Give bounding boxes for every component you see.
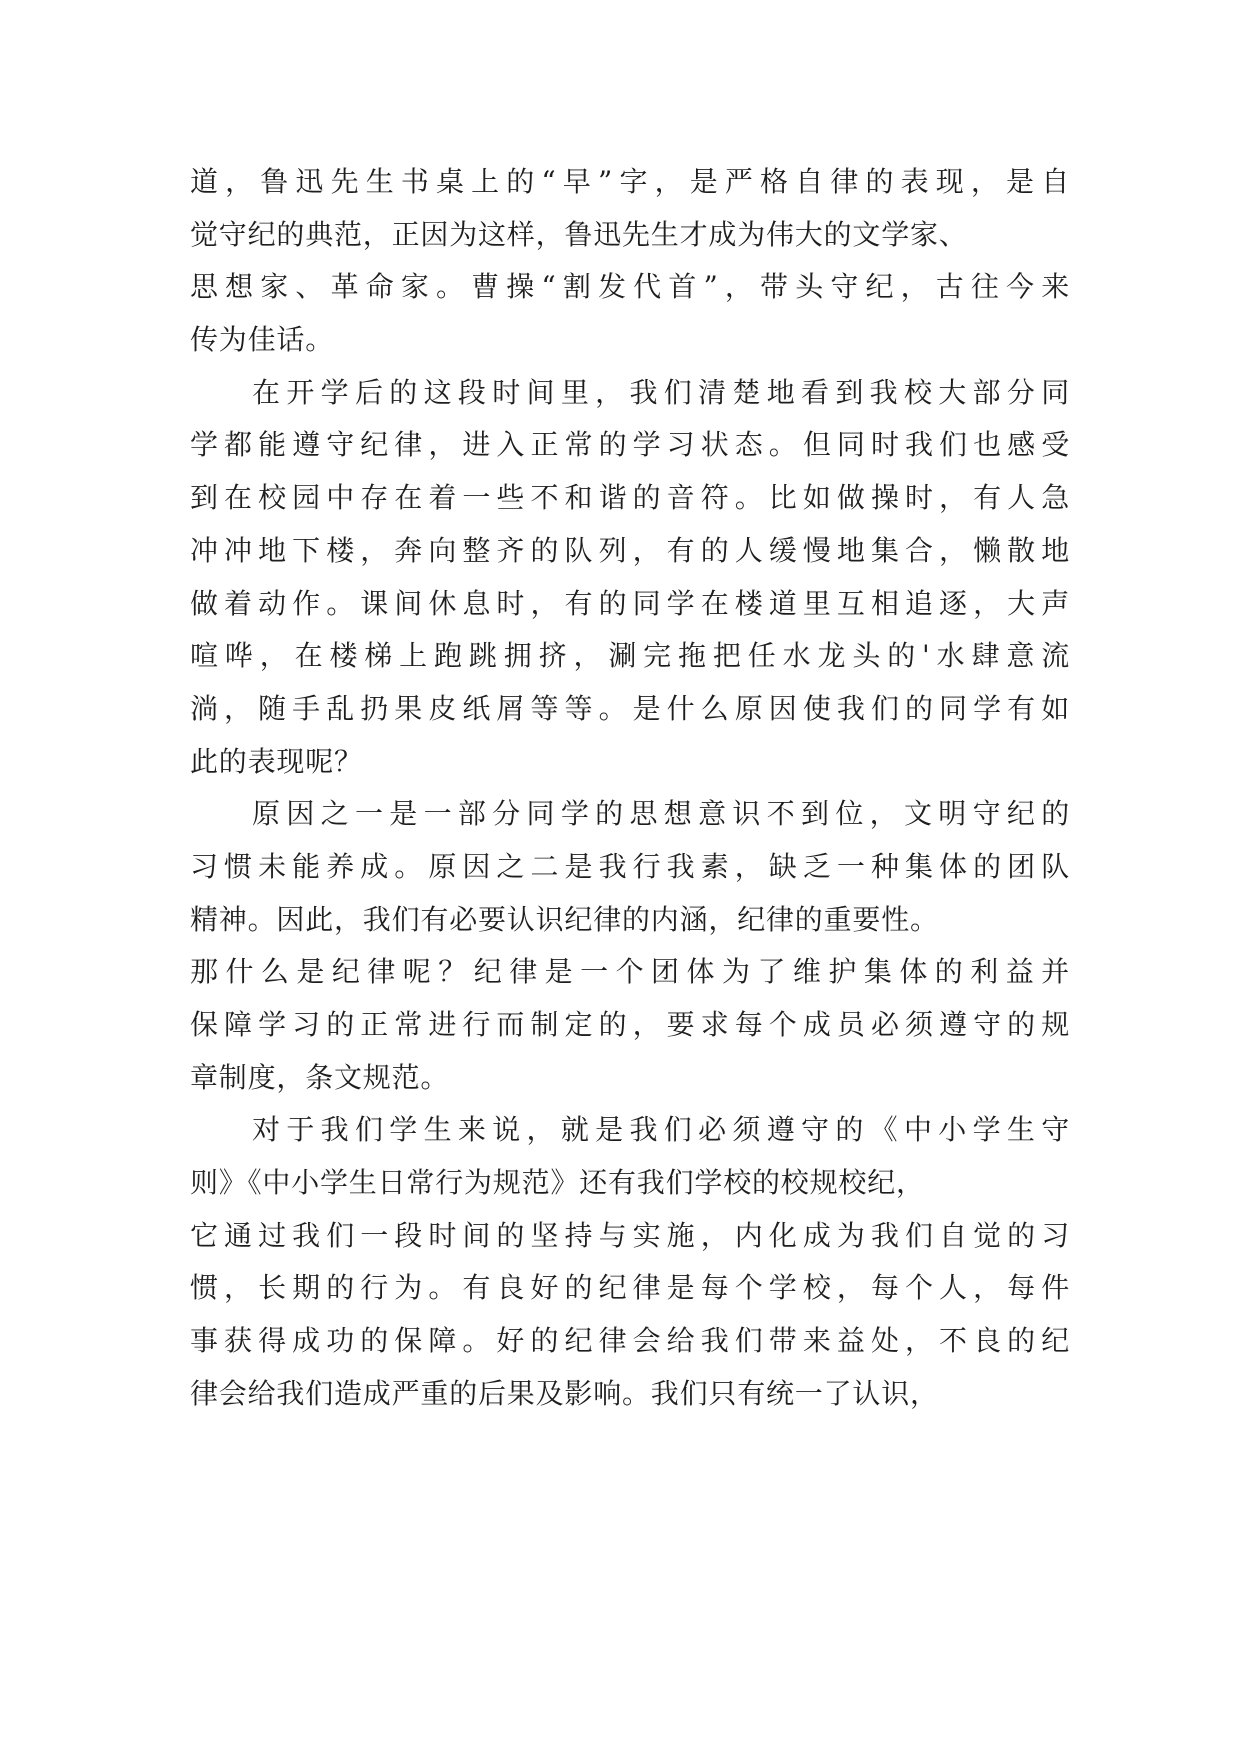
body-text (190, 156, 1070, 1421)
text-line: 精神。因此，我们有必要认识纪律的内涵，纪律的重要性。 (190, 902, 939, 936)
text-line: 惯，长期的行为。有良好的纪律是每个学校，每个人，每件 (190, 1271, 1070, 1305)
paragraph (190, 1104, 1070, 1420)
text-line: 原因之一是一部分同学的思想意识不到位，文明守纪的 (252, 797, 1070, 831)
paragraph (190, 788, 1070, 1104)
text-line: 它通过我们一段时间的坚持与实施，内化成为我们自觉的习 (190, 1218, 1070, 1252)
text-line: 淌，随手乱扔果皮纸屑等等。是什么原因使我们的同学有如 (190, 691, 1070, 725)
text-line: 章制度，条文规范。 (190, 1060, 450, 1094)
text-line: 此的表现呢？ (190, 744, 363, 778)
text-line: 道，鲁迅先生书桌上的“早”字，是严格自律的表现，是自 (190, 165, 1070, 198)
text-line: 学都能遵守纪律，进入正常的学习状态。但同时我们也感受 (190, 428, 1070, 462)
text-line: 律会给我们造成严重的后果及影响。我们只有统一了认识， (190, 1376, 939, 1410)
paragraph (190, 156, 1070, 367)
text-line: 思想家、革命家。曹操“割发代首”，带头守纪，古往今来 (190, 270, 1070, 304)
text-line: 传为佳话。 (190, 323, 335, 357)
text-line: 到在校园中存在着一些不和谐的音符。比如做操时，有人急 (190, 481, 1070, 515)
paragraph (190, 367, 1070, 789)
text-line: 习惯未能养成。原因之二是我行我素，缺乏一种集体的团队 (190, 849, 1070, 883)
text-line: 那什么是纪律呢？纪律是一个团体为了维护集体的利益并 (190, 955, 1070, 989)
text-line: 觉守纪的典范，正因为这样，鲁迅先生才成为伟大的文学家、 (190, 217, 968, 251)
text-line: 在开学后的这段时间里，我们清楚地看到我校大部分同 (252, 375, 1070, 409)
text-line: 冲冲地下楼，奔向整齐的队列，有的人缓慢地集合，懒散地 (190, 533, 1070, 567)
text-line: 对于我们学生来说，就是我们必须遵守的《中小学生守 (252, 1113, 1070, 1147)
text-line: 事获得成功的保障。好的纪律会给我们带来益处，不良的纪 (190, 1324, 1070, 1358)
text-line: 喧哗，在楼梯上跑跳拥挤，涮完拖把任水龙头的'水肆意流 (190, 639, 1070, 673)
text-line: 保障学习的正常进行而制定的，要求每个成员必须遵守的规 (190, 1008, 1070, 1041)
text-line: 则》《中小学生日常行为规范》还有我们学校的校规校纪， (190, 1166, 925, 1200)
text-line: 做着动作。课间休息时，有的同学在楼道里互相追逐，大声 (190, 586, 1070, 620)
